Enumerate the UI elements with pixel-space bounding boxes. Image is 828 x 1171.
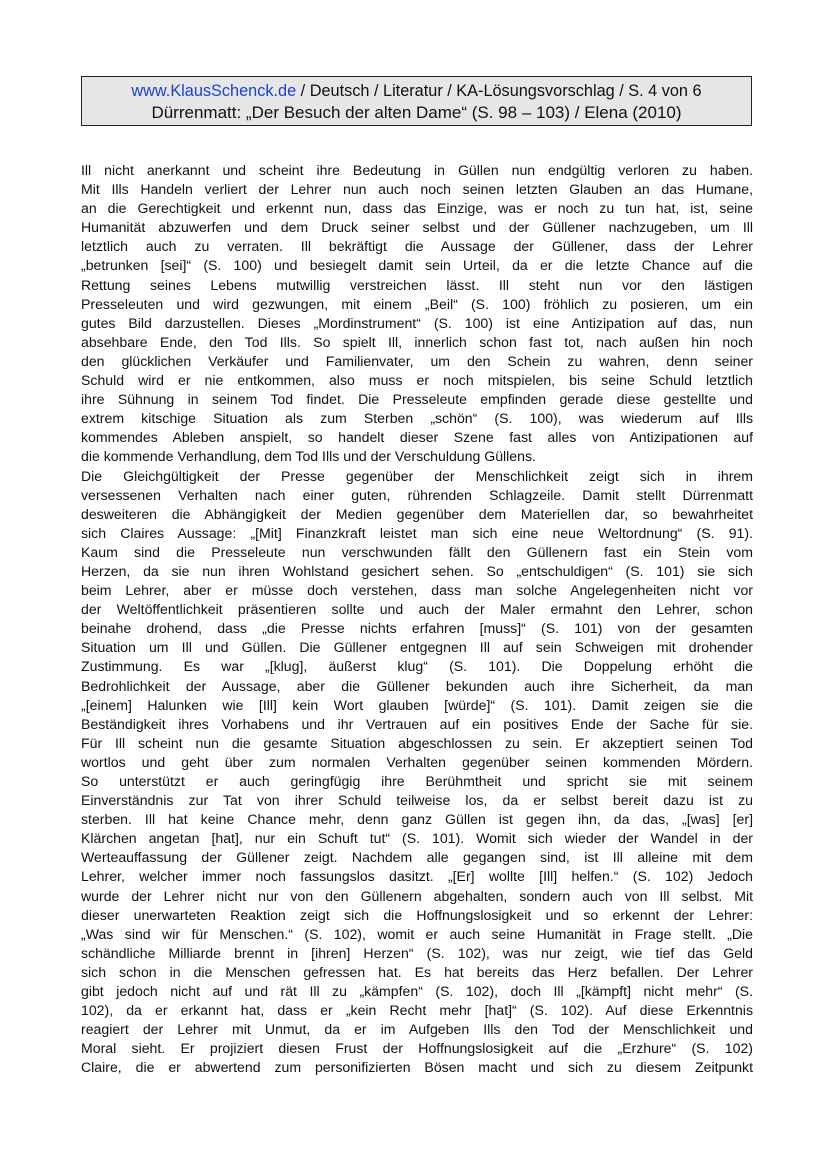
text-line: Situation um Ill und Güllen. Die Güllener entgegnen Ill auf sein Schweigen mit drohender <box>81 639 753 656</box>
text-line: sich Claires Aussage: „[Mit] Finanzkraft leistet man sich eine neue Weltordnung“ (S. 91). <box>81 524 753 541</box>
text-line: „betrunken [sei]“ (S. 100) und besiegelt damit sein Urteil, da er die letzte Chance auf die <box>81 257 753 274</box>
text-line: reagiert der Lehrer mit Unmut, da er im Aufgeben Ills den Tod der Menschlichkeit und <box>81 1021 753 1038</box>
text-line: der Weltöffentlichkeit präsentieren sollte und auch der Maler ermahnt den Lehrer, schon <box>81 601 753 618</box>
text-line: Rettung seines Lebens mutwillig verstreichen lässt. Ill steht nun vor den lästigen <box>81 276 753 293</box>
text-line: wortlos und geht über zum normalen Verhalten gegenüber seinen kommenden Mördern. <box>81 753 753 770</box>
text-line: „Was sind wir für Menschen.“ (S. 102), womit er auch seine Humanität in Frage stellt. „Die <box>81 925 753 942</box>
text-line: Mit Ills Handeln verliert der Lehrer nun auch noch seinen letzten Glauben an das Humane, <box>81 181 753 198</box>
text-line: desweiteren die Abhängigkeit der Medien gegenüber dem Materiellen dar, so bewahrheitet <box>81 505 753 522</box>
text-line: Einverständnis zur Tat von ihrer Schuld teilweise los, da er selbst bereit dazu ist zu <box>81 792 753 809</box>
text-line: Klärchen angetan [hat], nur ein Schuft tut“ (S. 101). Womit sich wieder der Wandel in der <box>81 830 753 847</box>
text-line: Schuld wird er nie entkommen, also muss er noch mitspielen, bis seine Schuld letztlich <box>81 372 753 389</box>
text-line: dieser unerwarteten Reaktion zeigt sich die Hoffnungslosigkeit und so erkennt der Lehrer: <box>81 906 753 923</box>
text-line: „[einem] Halunken wie [Ill] kein Wort glauben [würde]“ (S. 101). Damit zeigen sie die <box>81 696 753 713</box>
text-line: die kommende Verhandlung, dem Tod Ills und der Verschuldung Güllens. <box>81 448 536 465</box>
text-line: sich schon in die Menschen gefressen hat. Es hat bereits das Herz befallen. Der Lehrer <box>81 963 753 980</box>
text-line: Presseleuten und wird gezwungen, mit einem „Beil“ (S. 100) fröhlich zu posieren, um ein <box>81 295 753 312</box>
body-text <box>81 161 753 1078</box>
text-line: beim Lehrer, aber er müsse doch verstehen, dass man solche Angelegenheiten nicht vor <box>81 582 753 599</box>
header-title: Dürrenmatt: „Der Besuch der alten Dame“ (S. 98 – 103) / Elena (2010) <box>151 103 682 122</box>
text-line: Lehrer, welcher immer noch fassungslos dasitzt. „[Er] wollte [Ill] helfen.“ (S. 102) Jedoch <box>81 868 753 885</box>
text-line: Kaum sind die Presseleute nun verschwunden fällt den Güllenern fast ein Stein vom <box>81 543 753 560</box>
text-line: beinahe drohend, dass „die Presse nichts erfahren [muss]“ (S. 101) von der gesamten <box>81 620 753 637</box>
text-line: Ill nicht anerkannt und scheint ihre Bedeutung in Güllen nun endgültig verloren zu haben. <box>81 162 753 178</box>
text-line: Beständigkeit ihres Vorhabens und ihr Vertrauen auf ein positives Ende der Sache für sie. <box>81 715 753 732</box>
text-line: den glücklichen Verkäufer und Familienvater, um den Schein zu wahren, denn seiner <box>81 352 753 369</box>
text-line: letztlich auch zu verraten. Ill bekräftigt die Aussage der Güllener, dass der Lehrer <box>81 238 753 255</box>
text-line: an die Gerechtigkeit und erkennt nun, dass das Einzige, was er noch zu tun hat, ist, seine <box>81 200 753 217</box>
text-line: sterben. Ill hat keine Chance mehr, denn ganz Güllen ist gegen ihn, da das, „[was] [er] <box>81 811 753 828</box>
header-line-1 <box>82 80 751 102</box>
site-link[interactable]: www.KlausSchenck.de <box>131 82 297 100</box>
text-line: versessenen Verhalten nach einer guten, rührenden Schlagzeile. Damit stellt Dürrenmatt <box>81 486 753 503</box>
text-line: Herzen, da sie nun ihren Wohlstand gesichert sehen. So „entschuldigen“ (S. 101) sie sich <box>81 562 753 579</box>
text-line: ihre Sühnung in seinem Tod findet. Die Presseleute empfinden gerade diese gestellte und <box>81 391 753 408</box>
text-line: So unterstützt er auch geringfügig ihre Berühmtheit und spricht sie mit seinem <box>81 773 753 789</box>
text-line: extrem kitschige Situation als zum Sterben „schön“ (S. 100), was wiederum auf Ills <box>81 410 753 427</box>
text-line: gutes Bild darzustellen. Dieses „Mordinstrument“ (S. 100) ist eine Antizipation auf das, nun <box>81 314 753 331</box>
text-line: wurde der Lehrer nicht nur von den Güllenern abgehalten, sondern auch von Ill selbst. Mit <box>81 887 753 904</box>
text-line: 102), da er erkannt hat, dass er „kein Recht mehr [hat]“ (S. 102). Auf diese Erkenntnis <box>81 1002 753 1019</box>
text-line: gibt jedoch nicht auf und rät Ill zu „kämpfen“ (S. 102), doch Ill „[kämpft] nicht mehr“ (S. <box>81 983 753 1000</box>
text-line: absehbare Ende, den Tod Ills. So spielt Ill, innerlich schon fast tot, nach außen hin noch <box>81 333 753 350</box>
text-line: Bedrohlichkeit der Aussage, aber die Güllener bekunden auch ihre Sicherheit, da man <box>81 677 753 694</box>
text-line: Claire, die er abwertend zum personifizierten Bösen macht und sich zu diesem Zeitpunkt <box>81 1059 753 1076</box>
text-line: Die Gleichgültigkeit der Presse gegenüber der Menschlichkeit zeigt sich in ihrem <box>81 467 753 484</box>
text-line: Für Ill scheint nun die gesamte Situation abgeschlossen zu sein. Er akzeptiert seinen Tod <box>81 734 753 751</box>
text-line: Moral sieht. Er projiziert diesen Frust der Hoffnungslosigkeit auf die „Erzhure“ (S. 102) <box>81 1040 753 1057</box>
text-line: kommendes Ableben anspielt, so handelt dieser Szene fast alles von Antizipationen auf <box>81 429 753 446</box>
text-line: Humanität abzuwerfen und dem Druck seiner selbst und der Güllener nachzugeben, um Ill <box>81 219 753 236</box>
text-line: schändliche Milliarde brennt in [ihren] Herzen“ (S. 102), was nur zeigt, wie tief das Geld <box>81 944 753 961</box>
header-breadcrumb: / Deutsch / Literatur / KA-Lösungsvorschlag / S. 4 von 6 <box>296 82 702 100</box>
text-line: Werteauffassung der Güllener zeigt. Nachdem alle gegangen sind, ist Ill alleine mit dem <box>81 849 753 866</box>
document-header <box>81 76 752 126</box>
text-line: Zustimmung. Es war „[klug], äußerst klug“ (S. 101). Die Doppelung erhöht die <box>81 658 753 675</box>
